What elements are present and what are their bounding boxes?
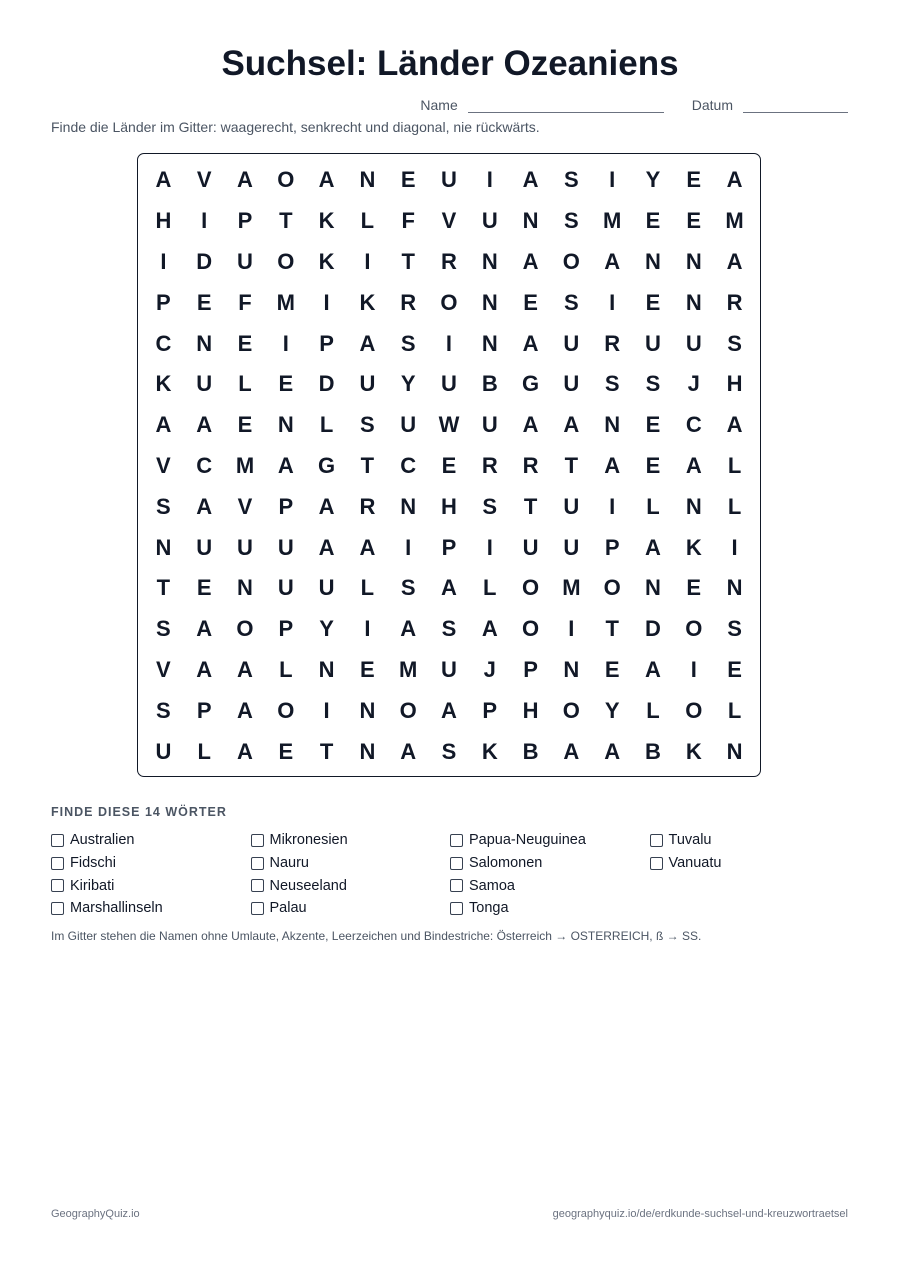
grid-cell[interactable]: N: [685, 493, 702, 519]
grid-cell[interactable]: S: [564, 208, 579, 234]
word-checkbox[interactable]: [51, 834, 64, 847]
word-label: Tonga: [469, 900, 509, 917]
grid-cell[interactable]: I: [364, 248, 371, 274]
grid-cell[interactable]: W: [438, 412, 460, 438]
grid-cell[interactable]: A: [604, 738, 621, 764]
grid-cell[interactable]: K: [318, 208, 335, 234]
grid-cell[interactable]: S: [441, 616, 457, 642]
word-label: Samoa: [469, 877, 515, 894]
grid-cell[interactable]: S: [645, 371, 661, 397]
grid-cell[interactable]: U: [196, 371, 213, 397]
grid-cell[interactable]: J: [483, 656, 496, 682]
grid-cell[interactable]: U: [155, 738, 172, 764]
grid-cell[interactable]: P: [196, 697, 212, 723]
word-checkbox[interactable]: [251, 902, 264, 915]
grid-cell[interactable]: U: [645, 330, 661, 356]
word-checkbox[interactable]: [450, 857, 463, 870]
grid-cell[interactable]: S: [400, 575, 416, 601]
grid-cell[interactable]: A: [563, 738, 580, 764]
grid-cell[interactable]: F: [401, 208, 415, 234]
grid-cell[interactable]: U: [563, 330, 580, 356]
grid-cell[interactable]: V: [156, 452, 171, 478]
grid-cell[interactable]: U: [685, 330, 702, 356]
grid-cell[interactable]: A: [237, 697, 253, 723]
grid-cell[interactable]: A: [645, 656, 661, 682]
grid-cell[interactable]: I: [731, 534, 738, 560]
grid-cell[interactable]: N: [359, 738, 376, 764]
grid-cell[interactable]: S: [156, 493, 171, 519]
word-label: Vanuatu: [668, 855, 722, 872]
word-item[interactable]: [450, 874, 650, 897]
grid-cell[interactable]: M: [399, 656, 418, 682]
grid-cell[interactable]: H: [441, 493, 457, 519]
grid-cell[interactable]: O: [277, 248, 295, 274]
grid-cell[interactable]: H: [155, 208, 172, 234]
grid-cell[interactable]: D: [196, 248, 213, 274]
grid-cell[interactable]: O: [685, 616, 703, 642]
grid-cell[interactable]: E: [278, 738, 294, 764]
grid-cell[interactable]: O: [562, 248, 580, 274]
word-item[interactable]: [251, 829, 451, 852]
grid-cell[interactable]: A: [441, 697, 457, 723]
word-checkbox[interactable]: [251, 834, 264, 847]
grid-cell[interactable]: O: [277, 167, 295, 193]
grid-cell[interactable]: N: [359, 697, 376, 723]
grid-cell[interactable]: E: [441, 452, 457, 478]
grid-cell[interactable]: A: [155, 167, 172, 193]
grid-cell[interactable]: N: [685, 289, 702, 315]
grid-cell[interactable]: U: [277, 575, 294, 601]
grid-cell[interactable]: U: [359, 371, 376, 397]
word-checkbox[interactable]: [450, 879, 463, 892]
grid-cell[interactable]: P: [237, 208, 253, 234]
grid-cell[interactable]: E: [360, 656, 375, 682]
grid-cell[interactable]: I: [568, 616, 575, 642]
grid-cell[interactable]: N: [359, 167, 376, 193]
grid-cell[interactable]: L: [238, 371, 252, 397]
word-label: Neuseeland: [269, 877, 347, 894]
grid-cell[interactable]: R: [400, 289, 417, 315]
grid-cell[interactable]: A: [522, 330, 539, 356]
grid-cell[interactable]: A: [604, 452, 621, 478]
grid-cell[interactable]: E: [645, 412, 661, 438]
grid-cell[interactable]: N: [481, 248, 498, 274]
name-line: [468, 96, 664, 113]
grid-cell[interactable]: D: [318, 371, 335, 397]
grid-cell[interactable]: S: [360, 412, 375, 438]
grid-cell[interactable]: P: [482, 697, 498, 723]
grid-cell[interactable]: K: [318, 248, 335, 274]
grid-cell[interactable]: A: [522, 167, 539, 193]
grid-cell[interactable]: A: [604, 248, 621, 274]
grid-cell[interactable]: R: [441, 248, 457, 274]
grid-cell[interactable]: D: [645, 616, 661, 642]
grid-cell[interactable]: N: [155, 534, 172, 560]
word-label: Kiribati: [70, 877, 115, 894]
word-label: Mikronesien: [269, 832, 348, 849]
grid-cell[interactable]: K: [685, 534, 702, 560]
grid-cell[interactable]: E: [604, 656, 620, 682]
footer-brand: GeographyQuiz.io: [51, 1208, 140, 1220]
word-label: Australien: [70, 832, 135, 849]
grid-cell[interactable]: S: [156, 697, 171, 723]
grid-cell[interactable]: C: [155, 330, 172, 356]
grid-cell[interactable]: E: [196, 575, 212, 601]
grid-cell[interactable]: U: [237, 534, 253, 560]
grid-cell[interactable]: A: [196, 616, 213, 642]
grid-cell[interactable]: A: [522, 248, 539, 274]
grid-cell[interactable]: U: [277, 534, 294, 560]
grid-cell[interactable]: U: [481, 412, 498, 438]
word-item[interactable]: [251, 897, 451, 920]
grid-cell[interactable]: U: [441, 656, 457, 682]
grid-cell[interactable]: E: [400, 167, 416, 193]
grid-cell[interactable]: A: [359, 534, 376, 560]
grid-cell[interactable]: P: [441, 534, 457, 560]
grid-cell[interactable]: N: [563, 656, 580, 682]
grid-cell[interactable]: H: [726, 371, 743, 397]
grid-cell[interactable]: I: [609, 167, 616, 193]
grid-cell[interactable]: V: [441, 208, 457, 234]
grid-cell[interactable]: N: [237, 575, 253, 601]
grid-cell[interactable]: M: [235, 452, 255, 478]
grid-cell[interactable]: N: [726, 738, 743, 764]
grid-cell[interactable]: E: [523, 289, 538, 315]
grid-cell[interactable]: A: [318, 493, 335, 519]
word-label: Marshallinseln: [70, 900, 163, 917]
grid-cell[interactable]: P: [604, 534, 620, 560]
grid-cell[interactable]: L: [483, 575, 497, 601]
grid-cell[interactable]: A: [196, 493, 213, 519]
grid-cell[interactable]: E: [686, 208, 702, 234]
grid-cell[interactable]: P: [278, 616, 294, 642]
grid-cell[interactable]: E: [237, 412, 253, 438]
grid-cell[interactable]: K: [359, 289, 376, 315]
word-item[interactable]: [51, 829, 251, 852]
grid-cell[interactable]: A: [237, 656, 253, 682]
grid-cell[interactable]: E: [645, 452, 661, 478]
grid-cell[interactable]: A: [563, 412, 580, 438]
grid-cell[interactable]: N: [196, 330, 213, 356]
word-checkbox[interactable]: [51, 902, 64, 915]
grid-cell[interactable]: P: [156, 289, 171, 315]
grid-cell[interactable]: L: [360, 575, 375, 601]
grid-cell[interactable]: F: [238, 289, 252, 315]
word-item[interactable]: [650, 852, 850, 875]
grid-cell[interactable]: E: [196, 289, 212, 315]
grid-cell[interactable]: A: [196, 656, 213, 682]
grid-cell[interactable]: O: [603, 575, 621, 601]
grid-cell[interactable]: A: [237, 167, 253, 193]
grid-cell[interactable]: S: [400, 330, 416, 356]
grid-cell[interactable]: N: [277, 412, 294, 438]
grid-cell[interactable]: L: [360, 208, 375, 234]
grid-cell[interactable]: E: [645, 289, 661, 315]
grid-cell[interactable]: L: [197, 738, 211, 764]
instructions: Finde die Länder im Gitter: waagerecht, senkrecht und diagonal, nie rückwärts.: [51, 119, 540, 135]
grid-cell[interactable]: S: [441, 738, 457, 764]
grid-cell[interactable]: T: [319, 738, 334, 764]
grid-cell[interactable]: O: [562, 697, 580, 723]
grid-cell[interactable]: Y: [604, 697, 620, 723]
grid-cell[interactable]: C: [685, 412, 702, 438]
grid-cell[interactable]: A: [400, 616, 417, 642]
note: Im Gitter stehen die Namen ohne Umlaute, Akzente, Leerzeichen und Bindestriche: Österreich → OSTERREICH, ß → SS.: [51, 929, 702, 943]
grid-cell[interactable]: E: [278, 371, 294, 397]
letter-grid: [143, 160, 755, 772]
date-line: [743, 96, 848, 113]
grid-cell[interactable]: U: [237, 248, 253, 274]
word-list: [51, 829, 849, 920]
grid-cell[interactable]: U: [196, 534, 213, 560]
grid-cell[interactable]: K: [155, 371, 172, 397]
grid-cell[interactable]: E: [237, 330, 253, 356]
page-title: Suchsel: Länder Ozeaniens: [221, 44, 679, 83]
grid-cell[interactable]: C: [400, 452, 417, 478]
grid-cell[interactable]: B: [645, 738, 661, 764]
grid-cell[interactable]: U: [400, 412, 417, 438]
grid-cell[interactable]: N: [522, 208, 539, 234]
grid-cell[interactable]: T: [523, 493, 538, 519]
grid-cell[interactable]: A: [277, 452, 294, 478]
grid-cell[interactable]: A: [441, 575, 457, 601]
word-label: Tuvalu: [668, 832, 712, 849]
word-item[interactable]: [251, 852, 451, 875]
grid-cell[interactable]: L: [727, 697, 742, 723]
grid-cell[interactable]: S: [727, 616, 742, 642]
grid-cell[interactable]: R: [522, 452, 539, 478]
grid-cell[interactable]: L: [646, 697, 660, 723]
grid-cell[interactable]: I: [445, 330, 453, 356]
grid-cell[interactable]: K: [481, 738, 498, 764]
grid-cell[interactable]: A: [155, 412, 172, 438]
grid-cell[interactable]: S: [564, 289, 579, 315]
grid-cell[interactable]: U: [441, 167, 457, 193]
grid-cell[interactable]: T: [279, 208, 293, 234]
word-item[interactable]: [650, 829, 850, 852]
grid-cell[interactable]: A: [359, 330, 376, 356]
grid-cell[interactable]: R: [604, 330, 621, 356]
grid-cell[interactable]: T: [360, 452, 375, 478]
grid-cell[interactable]: A: [726, 167, 743, 193]
grid-cell[interactable]: J: [687, 371, 700, 397]
grid-cell[interactable]: V: [237, 493, 253, 519]
name-date-row: [0, 96, 848, 113]
word-checkbox[interactable]: [51, 857, 64, 870]
grid-cell[interactable]: I: [160, 248, 167, 274]
grid-cell[interactable]: A: [400, 738, 417, 764]
grid-cell[interactable]: N: [318, 656, 335, 682]
word-list-heading: FINDE DIESE 14 WÖRTER: [51, 805, 227, 819]
grid-cell[interactable]: Y: [645, 167, 661, 193]
grid-cell[interactable]: N: [481, 330, 498, 356]
grid-cell[interactable]: L: [279, 656, 293, 682]
grid-cell[interactable]: N: [685, 248, 702, 274]
grid-cell[interactable]: U: [563, 534, 580, 560]
grid-cell[interactable]: R: [359, 493, 376, 519]
word-checkbox[interactable]: [450, 902, 463, 915]
grid-cell[interactable]: M: [725, 208, 744, 234]
grid-cell[interactable]: I: [323, 289, 330, 315]
grid-cell[interactable]: T: [401, 248, 415, 274]
grid-cell[interactable]: O: [277, 697, 295, 723]
grid-cell[interactable]: O: [236, 616, 254, 642]
grid-cell[interactable]: C: [196, 452, 213, 478]
word-checkbox[interactable]: [251, 879, 264, 892]
word-item[interactable]: [450, 829, 650, 852]
word-label: Palau: [269, 900, 307, 917]
grid-cell[interactable]: I: [609, 289, 616, 315]
word-item[interactable]: [450, 852, 650, 875]
grid-cell[interactable]: A: [481, 616, 498, 642]
grid-cell[interactable]: I: [282, 330, 289, 356]
grid-cell[interactable]: B: [481, 371, 498, 397]
grid-cell[interactable]: A: [318, 167, 335, 193]
grid-cell[interactable]: S: [564, 167, 579, 193]
grid-cell[interactable]: U: [441, 371, 457, 397]
word-label: Salomonen: [469, 855, 543, 872]
word-item[interactable]: [51, 897, 251, 920]
grid-cell[interactable]: B: [522, 738, 539, 764]
grid-cell[interactable]: O: [522, 616, 540, 642]
word-checkbox[interactable]: [51, 879, 64, 892]
grid-cell[interactable]: V: [196, 167, 212, 193]
grid-cell[interactable]: I: [323, 697, 330, 723]
grid-cell[interactable]: I: [405, 534, 412, 560]
grid-cell[interactable]: N: [400, 493, 417, 519]
grid-cell[interactable]: P: [278, 493, 294, 519]
grid-cell[interactable]: N: [645, 248, 661, 274]
grid-cell[interactable]: S: [482, 493, 498, 519]
grid-cell[interactable]: A: [726, 248, 743, 274]
grid-cell[interactable]: I: [364, 616, 371, 642]
grid-cell[interactable]: T: [156, 575, 171, 601]
word-checkbox[interactable]: [650, 857, 663, 870]
grid-cell[interactable]: N: [645, 575, 661, 601]
grid-cell[interactable]: N: [604, 412, 621, 438]
name-label: Name: [420, 97, 458, 113]
grid-cell[interactable]: M: [562, 575, 581, 601]
grid-cell[interactable]: S: [727, 330, 742, 356]
grid-cell[interactable]: E: [686, 167, 702, 193]
grid-cell[interactable]: Y: [319, 616, 334, 642]
grid-cell[interactable]: U: [563, 493, 580, 519]
grid-cell[interactable]: V: [156, 656, 171, 682]
letter-grid-frame: [137, 153, 761, 777]
grid-cell[interactable]: A: [522, 412, 539, 438]
word-item[interactable]: [251, 874, 451, 897]
word-item[interactable]: [51, 874, 251, 897]
grid-cell[interactable]: U: [481, 208, 498, 234]
date-label: Datum: [691, 97, 733, 113]
word-item[interactable]: [450, 897, 650, 920]
grid-cell[interactable]: M: [276, 289, 295, 315]
grid-cell[interactable]: A: [237, 738, 253, 764]
grid-cell[interactable]: A: [685, 452, 702, 478]
grid-cell[interactable]: S: [604, 371, 620, 397]
grid-cell[interactable]: M: [603, 208, 622, 234]
word-label: Fidschi: [70, 855, 116, 872]
grid-cell[interactable]: O: [685, 697, 703, 723]
grid-cell[interactable]: T: [605, 616, 619, 642]
word-checkbox[interactable]: [650, 834, 663, 847]
grid-cell[interactable]: O: [440, 289, 458, 315]
word-checkbox[interactable]: [450, 834, 463, 847]
grid-cell[interactable]: S: [156, 616, 171, 642]
grid-cell[interactable]: A: [318, 534, 335, 560]
grid-cell[interactable]: Y: [400, 371, 416, 397]
grid-cell[interactable]: G: [318, 452, 336, 478]
grid-cell[interactable]: E: [645, 208, 661, 234]
word-label: Papua-Neuguinea: [469, 832, 586, 849]
grid-cell[interactable]: N: [481, 289, 498, 315]
grid-cell[interactable]: E: [727, 656, 742, 682]
grid-cell[interactable]: A: [645, 534, 661, 560]
grid-cell[interactable]: L: [727, 452, 742, 478]
grid-cell[interactable]: L: [319, 412, 334, 438]
grid-cell[interactable]: K: [685, 738, 702, 764]
grid-cell[interactable]: I: [690, 656, 697, 682]
grid-cell[interactable]: G: [522, 371, 540, 397]
grid-cell[interactable]: E: [686, 575, 702, 601]
grid-cell[interactable]: A: [196, 412, 213, 438]
grid-cell[interactable]: H: [522, 697, 539, 723]
grid-cell[interactable]: R: [481, 452, 498, 478]
grid-cell[interactable]: P: [523, 656, 538, 682]
grid-cell[interactable]: O: [522, 575, 540, 601]
grid-cell[interactable]: I: [609, 493, 616, 519]
word-checkbox[interactable]: [251, 857, 264, 870]
grid-cell[interactable]: N: [726, 575, 743, 601]
grid-cell[interactable]: A: [726, 412, 743, 438]
grid-cell[interactable]: I: [486, 534, 493, 560]
grid-cell[interactable]: U: [563, 371, 580, 397]
grid-cell[interactable]: P: [319, 330, 334, 356]
grid-cell[interactable]: I: [201, 208, 208, 234]
grid-cell[interactable]: U: [522, 534, 539, 560]
word-label: Nauru: [269, 855, 309, 872]
grid-cell[interactable]: O: [399, 697, 417, 723]
grid-cell[interactable]: T: [564, 452, 579, 478]
footer-url: geographyquiz.io/de/erdkunde-suchsel-und-kreuzwortraetsel: [552, 1208, 848, 1220]
grid-cell[interactable]: L: [646, 493, 660, 519]
grid-cell[interactable]: R: [726, 289, 743, 315]
word-item[interactable]: [51, 852, 251, 875]
grid-cell[interactable]: I: [486, 167, 493, 193]
grid-cell[interactable]: L: [727, 493, 742, 519]
grid-cell[interactable]: U: [318, 575, 335, 601]
